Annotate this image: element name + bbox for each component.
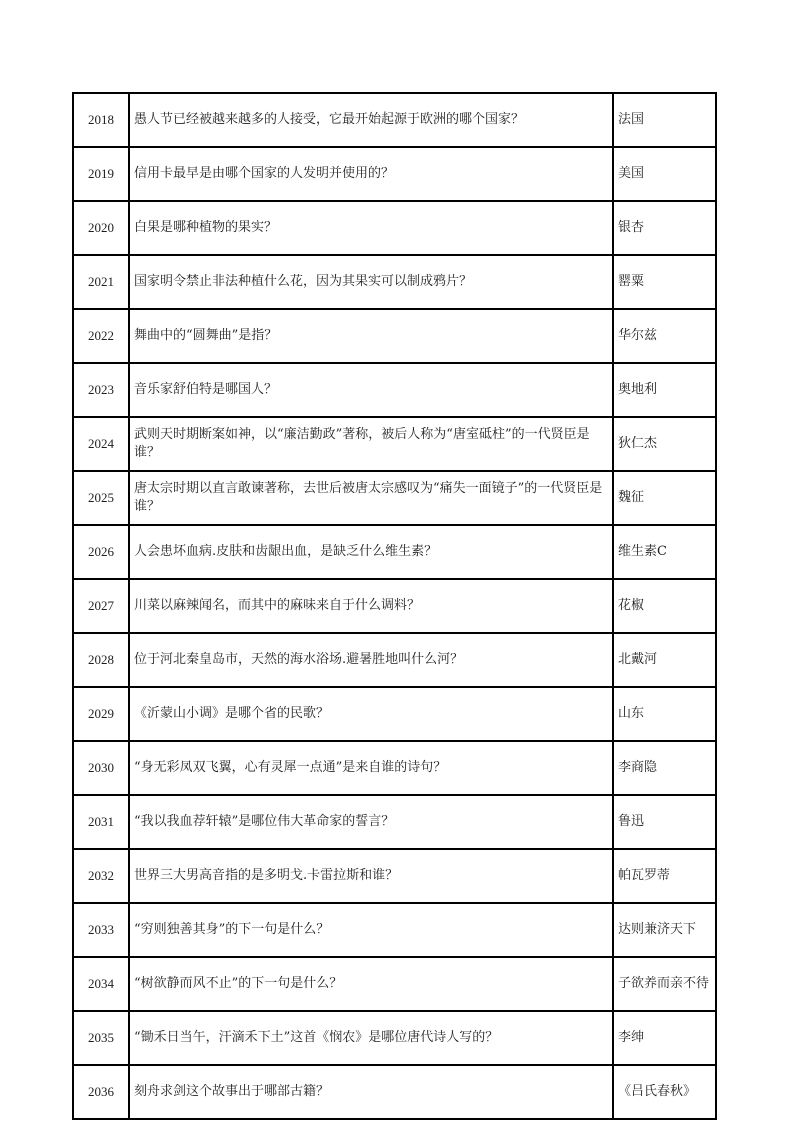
answer-cell: 李绅 xyxy=(613,1011,716,1065)
answer-cell: 魏征 xyxy=(613,471,716,525)
question-cell: 川菜以麻辣闻名，而其中的麻味来自于什么调料？ xyxy=(129,579,613,633)
table-row xyxy=(73,1065,716,1119)
table-row xyxy=(73,93,716,147)
question-cell: “我以我血荐轩辕”是哪位伟大革命家的誓言？ xyxy=(129,795,613,849)
table-row xyxy=(73,795,716,849)
trivia-table xyxy=(72,92,717,1120)
table-row xyxy=(73,741,716,795)
answer-cell: 奥地利 xyxy=(613,363,716,417)
table-row xyxy=(73,525,716,579)
answer-cell: 银杏 xyxy=(613,201,716,255)
answer-cell: 山东 xyxy=(613,687,716,741)
row-number-cell: 2025 xyxy=(73,471,129,525)
row-number-cell: 2031 xyxy=(73,795,129,849)
row-number-cell: 2024 xyxy=(73,417,129,471)
row-number-cell: 2020 xyxy=(73,201,129,255)
table-row xyxy=(73,1011,716,1065)
question-cell: 音乐家舒伯特是哪国人？ xyxy=(129,363,613,417)
answer-cell: 达则兼济天下 xyxy=(613,903,716,957)
table-row xyxy=(73,363,716,417)
answer-cell: 帕瓦罗蒂 xyxy=(613,849,716,903)
table-row xyxy=(73,687,716,741)
row-number-cell: 2022 xyxy=(73,309,129,363)
question-cell: 位于河北秦皇岛市，天然的海水浴场.避暑胜地叫什么河？ xyxy=(129,633,613,687)
question-cell: 人会患坏血病.皮肤和齿龈出血，是缺乏什么维生素？ xyxy=(129,525,613,579)
row-number-cell: 2032 xyxy=(73,849,129,903)
answer-cell: 鲁迅 xyxy=(613,795,716,849)
table-row xyxy=(73,201,716,255)
row-number-cell: 2036 xyxy=(73,1065,129,1119)
trivia-table-body xyxy=(73,93,716,1119)
row-number-cell: 2030 xyxy=(73,741,129,795)
answer-cell: 罂粟 xyxy=(613,255,716,309)
row-number-cell: 2028 xyxy=(73,633,129,687)
answer-cell: 子欲养而亲不待 xyxy=(613,957,716,1011)
question-cell: 信用卡最早是由哪个国家的人发明并使用的？ xyxy=(129,147,613,201)
table-row xyxy=(73,903,716,957)
table-row xyxy=(73,471,716,525)
answer-cell: 李商隐 xyxy=(613,741,716,795)
question-cell: “树欲静而风不止”的下一句是什么？ xyxy=(129,957,613,1011)
row-number-cell: 2026 xyxy=(73,525,129,579)
question-cell: 武则天时期断案如神，以“廉洁勤政”著称，被后人称为“唐室砥柱”的一代贤臣是谁？ xyxy=(129,417,613,471)
question-cell: “身无彩凤双飞翼，心有灵犀一点通”是来自谁的诗句？ xyxy=(129,741,613,795)
question-cell: 国家明令禁止非法种植什么花，因为其果实可以制成鸦片？ xyxy=(129,255,613,309)
answer-cell: 维生素C xyxy=(613,525,716,579)
row-number-cell: 2033 xyxy=(73,903,129,957)
answer-cell: 北戴河 xyxy=(613,633,716,687)
table-row xyxy=(73,633,716,687)
question-cell: 愚人节已经被越来越多的人接受，它最开始起源于欧洲的哪个国家？ xyxy=(129,93,613,147)
row-number-cell: 2027 xyxy=(73,579,129,633)
row-number-cell: 2034 xyxy=(73,957,129,1011)
table-row xyxy=(73,147,716,201)
row-number-cell: 2023 xyxy=(73,363,129,417)
row-number-cell: 2035 xyxy=(73,1011,129,1065)
question-cell: 世界三大男高音指的是多明戈.卡雷拉斯和谁？ xyxy=(129,849,613,903)
question-cell: “穷则独善其身”的下一句是什么？ xyxy=(129,903,613,957)
answer-cell: 狄仁杰 xyxy=(613,417,716,471)
answer-cell: 《吕氏春秋》 xyxy=(613,1065,716,1119)
answer-cell: 花椒 xyxy=(613,579,716,633)
table-row xyxy=(73,849,716,903)
row-number-cell: 2021 xyxy=(73,255,129,309)
row-number-cell: 2019 xyxy=(73,147,129,201)
question-cell: 舞曲中的“圆舞曲”是指？ xyxy=(129,309,613,363)
answer-cell: 法国 xyxy=(613,93,716,147)
question-cell: 《沂蒙山小调》是哪个省的民歌？ xyxy=(129,687,613,741)
table-row xyxy=(73,579,716,633)
row-number-cell: 2029 xyxy=(73,687,129,741)
answer-cell: 美国 xyxy=(613,147,716,201)
table-row xyxy=(73,309,716,363)
row-number-cell: 2018 xyxy=(73,93,129,147)
table-row xyxy=(73,957,716,1011)
question-cell: 刻舟求剑这个故事出于哪部古籍？ xyxy=(129,1065,613,1119)
question-cell: “锄禾日当午，汗滴禾下土”这首《悯农》是哪位唐代诗人写的？ xyxy=(129,1011,613,1065)
table-row xyxy=(73,255,716,309)
question-cell: 白果是哪种植物的果实？ xyxy=(129,201,613,255)
question-cell: 唐太宗时期以直言敢谏著称，去世后被唐太宗感叹为“痛失一面镜子”的一代贤臣是谁？ xyxy=(129,471,613,525)
answer-cell: 华尔兹 xyxy=(613,309,716,363)
table-row xyxy=(73,417,716,471)
